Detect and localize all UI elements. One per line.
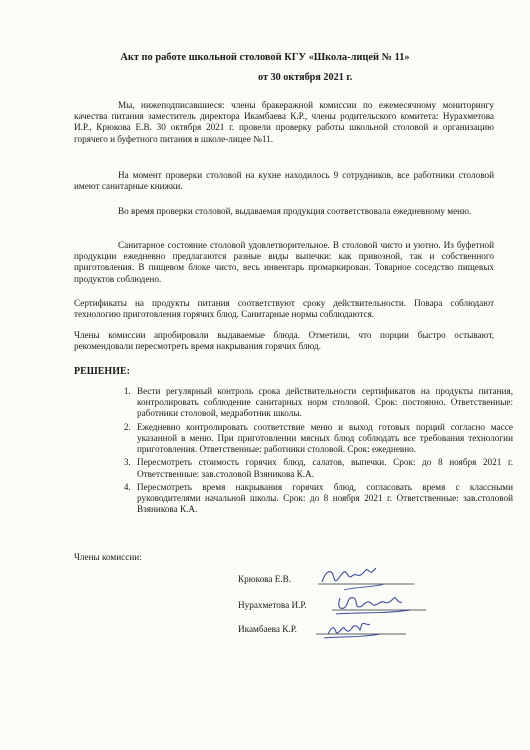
decision-item: 3. Пересмотреть стоимость горячих блюд, салатов, выпечки. Срок: до 8 ноября 2021 г. Ответственные: зав.столовой Взяникова К.А. bbox=[133, 457, 513, 479]
signatory-name: Крюкова Е.В. bbox=[238, 574, 292, 584]
members-label: Члены комиссии: bbox=[74, 552, 142, 562]
decision-heading: РЕШЕНИЕ: bbox=[74, 366, 130, 377]
paragraph-sanitary: Санитарное состояние столовой удовлетворительное. В столовой чисто и уютно. Из буфетной продукции ежедневно предлагаются разные виды выпечки: как привозной, так и собственного приготовления. В пищевом блоке чисто, весь инвентарь промаркирован. Товарное соседство пищевых продуктов соблюдено. bbox=[74, 240, 494, 284]
signature-kryukova bbox=[314, 564, 424, 592]
decision-item: 4. Пересмотреть время накрывания горячих блюд, согласовать время с классными руководителями начальной школы. Срок: до 8 ноября 2021 г. Ответственные: зав.столовой Взяникова К.А. bbox=[133, 482, 513, 516]
paragraph-staff: На момент проверки столовой на кухне находилось 9 сотрудников, все работники столовой имеют санитарные книжки. bbox=[74, 170, 494, 192]
paragraph-menu: Во время проверки столовой, выдаваемая продукция соответствовала ежедневному меню. bbox=[118, 206, 472, 216]
paragraph-certificates: Сертификаты на продукты питания соответствуют сроку действительности. Повара соблюдают технологию приготовления горячих блюд. Санитарные нормы соблюдаются. bbox=[74, 298, 494, 320]
paragraph-tasting: Члены комиссии апробировали выдаваемые блюда. Отметили, что порции быстро остывают, рекомендовали пересмотреть время накрывания горячих блюд. bbox=[74, 330, 494, 352]
paragraph-participants: Мы, нижеподписавшиеся: члены бракеражной комиссии по ежемесячному мониторингу качества питания заместитель директора Икамбаева К.Р., члены родительского комитета: Нурахметова И.Р., Крюкова Е.В. 30 октября 2021 г. провели проверку работы школьной столовой и организацию горячего и буфетного питания в школе-лицее №11. bbox=[74, 100, 494, 144]
document-date: от 30 октября 2021 г. bbox=[258, 72, 353, 83]
decision-item: 2. Ежедневно контролировать соответствие меню и выход готовых порций согласно массе указанной в меню. При приготовлении мясных блюд соблюдать все требования технологии приготовления. Ответственные: работники столовой. Срок: ежедневно. bbox=[133, 422, 513, 456]
signatory-name: Нурахметова И.Р. bbox=[238, 600, 307, 610]
decision-item: 1. Вести регулярный контроль срока действительности сертификатов на продукты питания, контролировать соблюдение санитарных норм столовой. Срок: постоянно. Ответственные: работники столовой, медработник школы. bbox=[133, 386, 513, 420]
document-title: Акт по работе школьной столовой КГУ «Школа-лицей № 11» bbox=[120, 52, 410, 63]
signature-ikambaeva bbox=[314, 614, 424, 642]
decision-list bbox=[112, 386, 513, 517]
signatory-name: Икамбаева К.Р. bbox=[238, 624, 297, 634]
